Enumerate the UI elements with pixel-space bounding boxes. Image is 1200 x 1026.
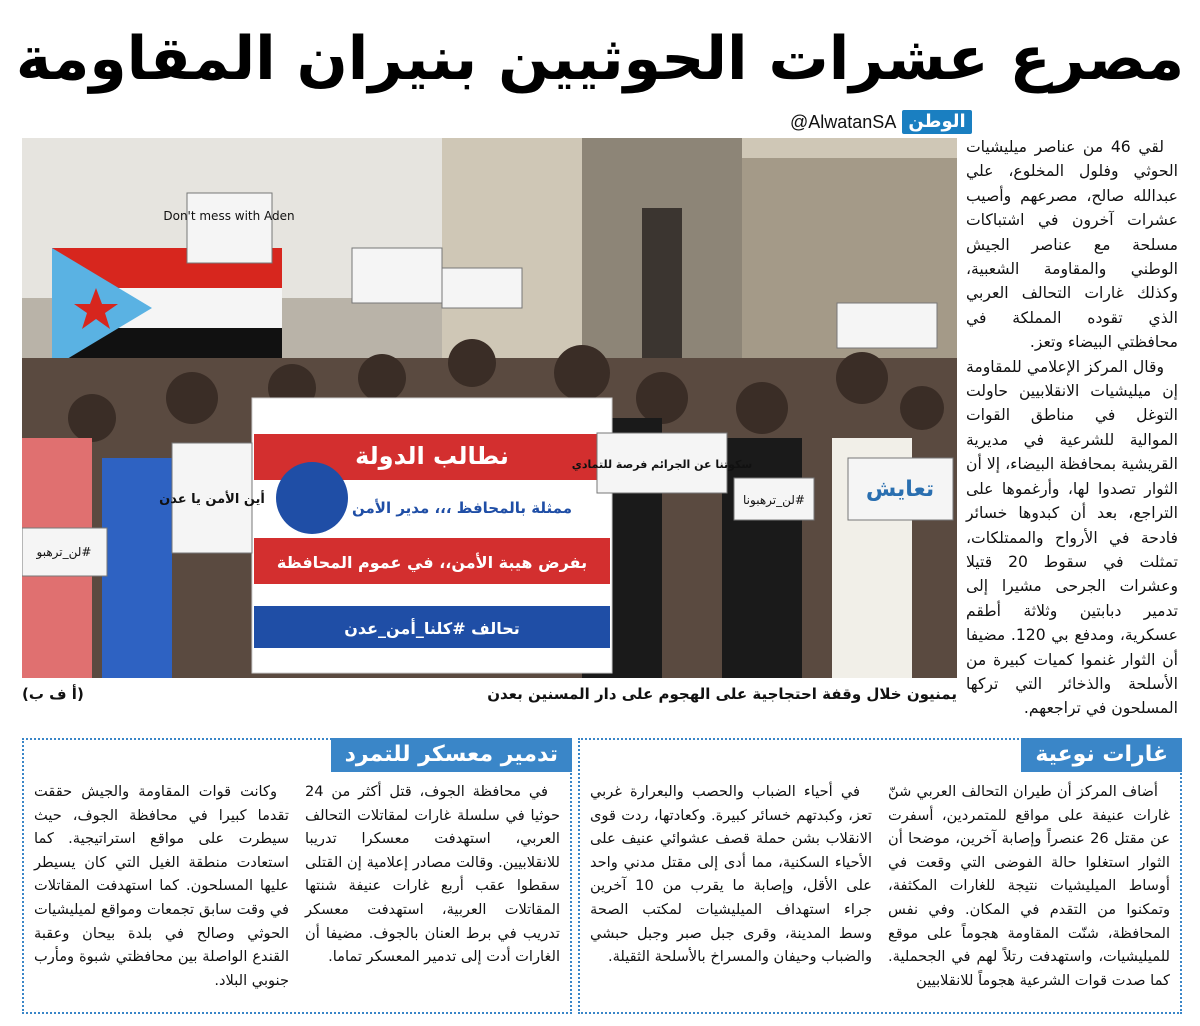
box-left-col-1 [305, 780, 560, 1006]
headline: مصرع عشرات الحوثيين بنيران المقاومة [15, 24, 1185, 94]
alwatan-logo: الوطن [902, 110, 971, 134]
sign-taayush: تعايش [865, 477, 935, 502]
box-right-text-1: أضاف المركز أن طيران التحالف العربي شنّ غارات عنيفة على مواقع للمتمردين، أسفرت عن مقتل 26 عنصراً وإصابة آخرين، موضحا أن الثوار استغلوا حالة الفوضى التي وقعت في أوساط الميليشيات نتيجة للغارات المكثفة، وتمكنوا من التقدم في المكان. وفي نفس المحافظة، شنّت المقاومة هجوماً على موقع للميليشيات، واستهدفت رتلاً لهم في الجحملية. كما صدت قوات الشرعية هجوماً للانقلابيين [888, 783, 1170, 989]
caption-text: يمنيون خلال وقفة احتجاجية على الهجوم على دار المسنين بعدن [487, 685, 957, 703]
banner-line2: بفرض هيبة الأمن،، في عموم المحافظة [276, 553, 588, 572]
banner-line3: تحالف #كلنا_أمن_عدن [344, 619, 520, 638]
lead-paragraph-2: وقال المركز الإعلامي للمقاومة إن ميليشيات الانقلابيين حاولت التوغل في مناطق القوات الموالية للشرعية في مديرية القريشية بمحافظة البيضاء، إلا أن الثوار تصدوا لها، وأرغموها على التراجع، بعد أن كبدوها خسائر فادحة في الأرواح والممتلكات، تمثلت في سقوط 20 قتيلا وعشرات الجرحى مشيرا إلى تدمير دبابتين وثلاثة أطقم عسكرية، ومدفع بي 120. مضيفا أن الثوار غنموا كميات كبيرة من الأسلحة والذخائر التي تركها المسلحون في تراجعهم. [966, 357, 1178, 718]
banner-title: نطالب الدولة [355, 442, 509, 470]
box-right-col-2 [590, 780, 872, 1006]
twitter-handle[interactable]: @AlwatanSA [790, 111, 897, 132]
photo-caption [22, 682, 957, 706]
sidebar-box-camp [22, 738, 572, 1014]
box-right-col-1 [888, 780, 1170, 1006]
protest-photo [22, 138, 957, 678]
box-left-text-1: في محافظة الجوف، قتل أكثر من 24 حوثيا في سلسلة غارات لمقاتلات التحالف العربي، استهدفت معسكرا تدريبا للانقلابيين. وقالت مصادر إعلامية إن القتلى سقطوا عقب أربع غارات عنيفة شنتها المقاتلات العربية، استهدفت معسكر تدريب في برط العنان بالجوف. مضيفا أن الغارات أدت إلى تدمير المعسكر تماما. [305, 783, 560, 966]
protest-photo-illustration [22, 138, 957, 678]
lead-paragraph-1: لقي 46 من عناصر ميليشيات الحوثي وفلول المخلوع، علي عبدالله صالح، مصرعهم وأصيب عشرات آخرون في اشتباكات مسلحة مع عناصر الجيش الوطني والمقاومة الشعبية، وكذلك غارات التحالف العربي الذي تقوده المملكة في محافظتي البيضاء وتعز. [966, 138, 1178, 352]
sign-silence: سكوتنا عن الجرائم فرصة للتمادي [571, 458, 753, 471]
sign-lan2: #لن_ترهبو [36, 545, 92, 559]
flag [52, 248, 282, 368]
box-title-camp: تدمير معسكر للتمرد [331, 738, 572, 772]
sign-lan: #لن_ترهبونا [743, 493, 805, 507]
box-left-col-2 [34, 780, 289, 1006]
lead-article [966, 135, 1178, 718]
box-title-airstrikes: غارات نوعية [1021, 738, 1182, 772]
sign-dont-mess: Don't mess with Aden [163, 209, 295, 223]
box-right-text-2: في أحياء الضباب والحصب والبعرارة غربي تعز، وكبدتهم خسائر كبيرة. وكعادتها، ردت قوى الانقلاب بشن حملة قصف عشوائي عنيف على الأحياء السكنية، مما أدى إلى مقتل مدني واحد على الأقل، وإصابة ما يقرب من 10 آخرين جراء استهداف الميليشيات لمكتب الصحة وسط المدينة، وقرى جبل صبر وجبل حبشي والضباب وحيفان والمسراخ بالأسلحة الثقيلة. [590, 783, 872, 966]
sign-where: أين الأمن يا عدن [159, 492, 265, 507]
masthead [790, 108, 976, 136]
sidebar-box-airstrikes [578, 738, 1182, 1014]
box-left-text-2: وكانت قوات المقاومة والجيش حققت تقدما كبيرا في محافظة الجوف، حيث سيطرت على مواقع استراتيجية. كما استعادت منطقة الغيل التي كان يسيطر عليها المسلحون. كما استهدفت المقاتلات في وقت سابق تجمعات ومواقع لميليشيات الحوثي وصالح في بلدة بيحان وعقبة القندع الواصلة بين محافظتي شبوة ومأرب جنوبي البلاد. [34, 783, 289, 989]
banner-line1: ممثلة بالمحافظ ،،، مدير الأمن [352, 499, 572, 517]
caption-credit: (أ ف ب) [22, 685, 84, 703]
